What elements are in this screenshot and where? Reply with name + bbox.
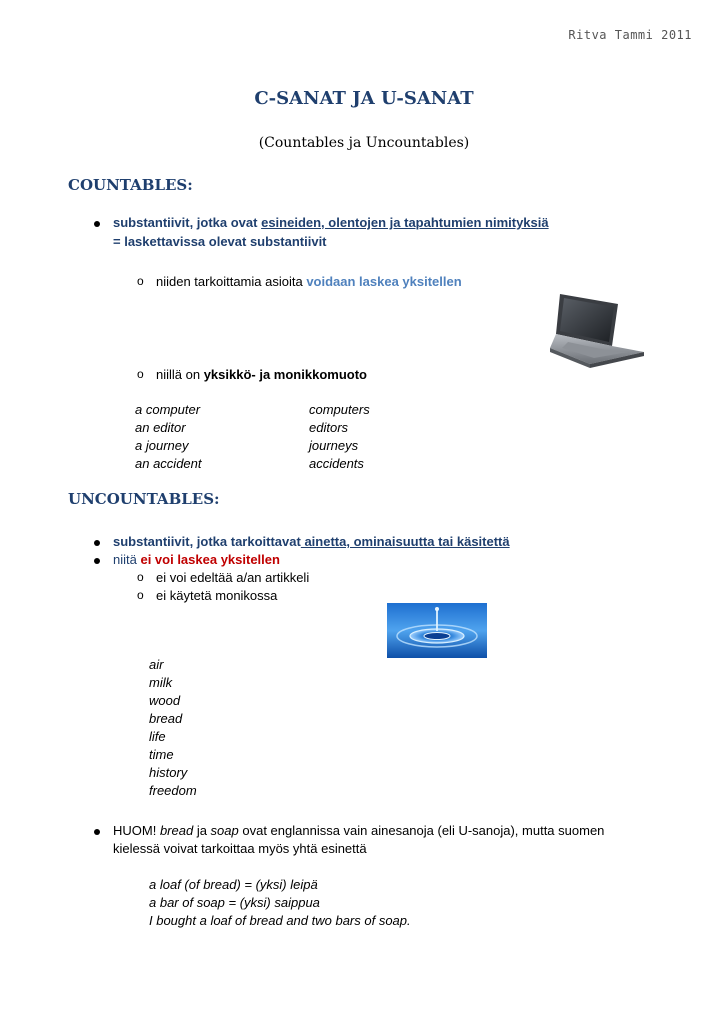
word-8: freedom: [149, 783, 197, 798]
uncountables-sub2: ei käytetä monikossa: [156, 588, 278, 603]
countables-definition-line2: = laskettavissa olevat substantiivit: [113, 234, 327, 249]
word-5: life: [149, 729, 166, 744]
bullet-icon: [94, 558, 100, 564]
word-3: wood: [149, 693, 181, 708]
example-2: a bar of soap = (yksi) saippua: [149, 895, 320, 910]
singular-1: a computer: [135, 402, 201, 417]
example-3: I bought a loaf of bread and two bars of soap.: [149, 913, 411, 928]
plural-3: journeys: [309, 438, 359, 453]
laptop-image: [548, 290, 648, 375]
circle-bullet-icon: o: [137, 367, 144, 381]
header-author: Ritva Tammi 2011: [568, 28, 692, 42]
example-1: a loaf (of bread) = (yksi) leipä: [149, 877, 318, 892]
countables-definition: substantiivit, jotka ovat esineiden, olentojen ja tapahtumien nimityksiä: [113, 215, 549, 230]
plural-4: accidents: [309, 456, 364, 471]
uncountables-bullet2: niitä ei voi laskea yksitellen: [113, 552, 280, 567]
countables-heading: COUNTABLES:: [68, 176, 193, 194]
circle-bullet-icon: o: [137, 274, 144, 288]
uncountables-definition: substantiivit, jotka tarkoittavat ainetta, ominaisuutta tai käsitettä: [113, 534, 510, 549]
bullet-icon: [94, 829, 100, 835]
note-line2: kielessä voivat tarkoittaa myös yhtä esinettä: [113, 841, 367, 856]
bullet-icon: [94, 540, 100, 546]
singular-3: a journey: [135, 438, 189, 453]
page-title: C-SANAT JA U-SANAT: [254, 88, 474, 109]
water-drop-image: [387, 603, 487, 658]
singular-2: an editor: [135, 420, 186, 435]
singular-4: an accident: [135, 456, 202, 471]
circle-bullet-icon: o: [137, 588, 144, 602]
word-6: time: [149, 747, 174, 762]
plural-2: editors: [309, 420, 349, 435]
word-4: bread: [149, 711, 183, 726]
word-7: history: [149, 765, 188, 780]
circle-bullet-icon: o: [137, 570, 144, 584]
note-line1: HUOM! bread ja soap ovat englannissa vain ainesanoja (eli U-sanoja), mutta suomen: [113, 823, 605, 838]
word-1: air: [149, 657, 164, 672]
word-2: milk: [149, 675, 173, 690]
page-subtitle: (Countables ja Uncountables): [258, 135, 470, 151]
countables-sub2: niillä on yksikkö- ja monikkomuoto: [156, 367, 367, 382]
bullet-icon: [94, 221, 100, 227]
uncountables-sub1: ei voi edeltää a/an artikkeli: [156, 570, 310, 585]
countables-sub1: niiden tarkoittamia asioita voidaan laskea yksitellen: [156, 274, 462, 289]
plural-1: computers: [309, 402, 370, 417]
uncountables-heading: UNCOUNTABLES:: [68, 490, 220, 508]
